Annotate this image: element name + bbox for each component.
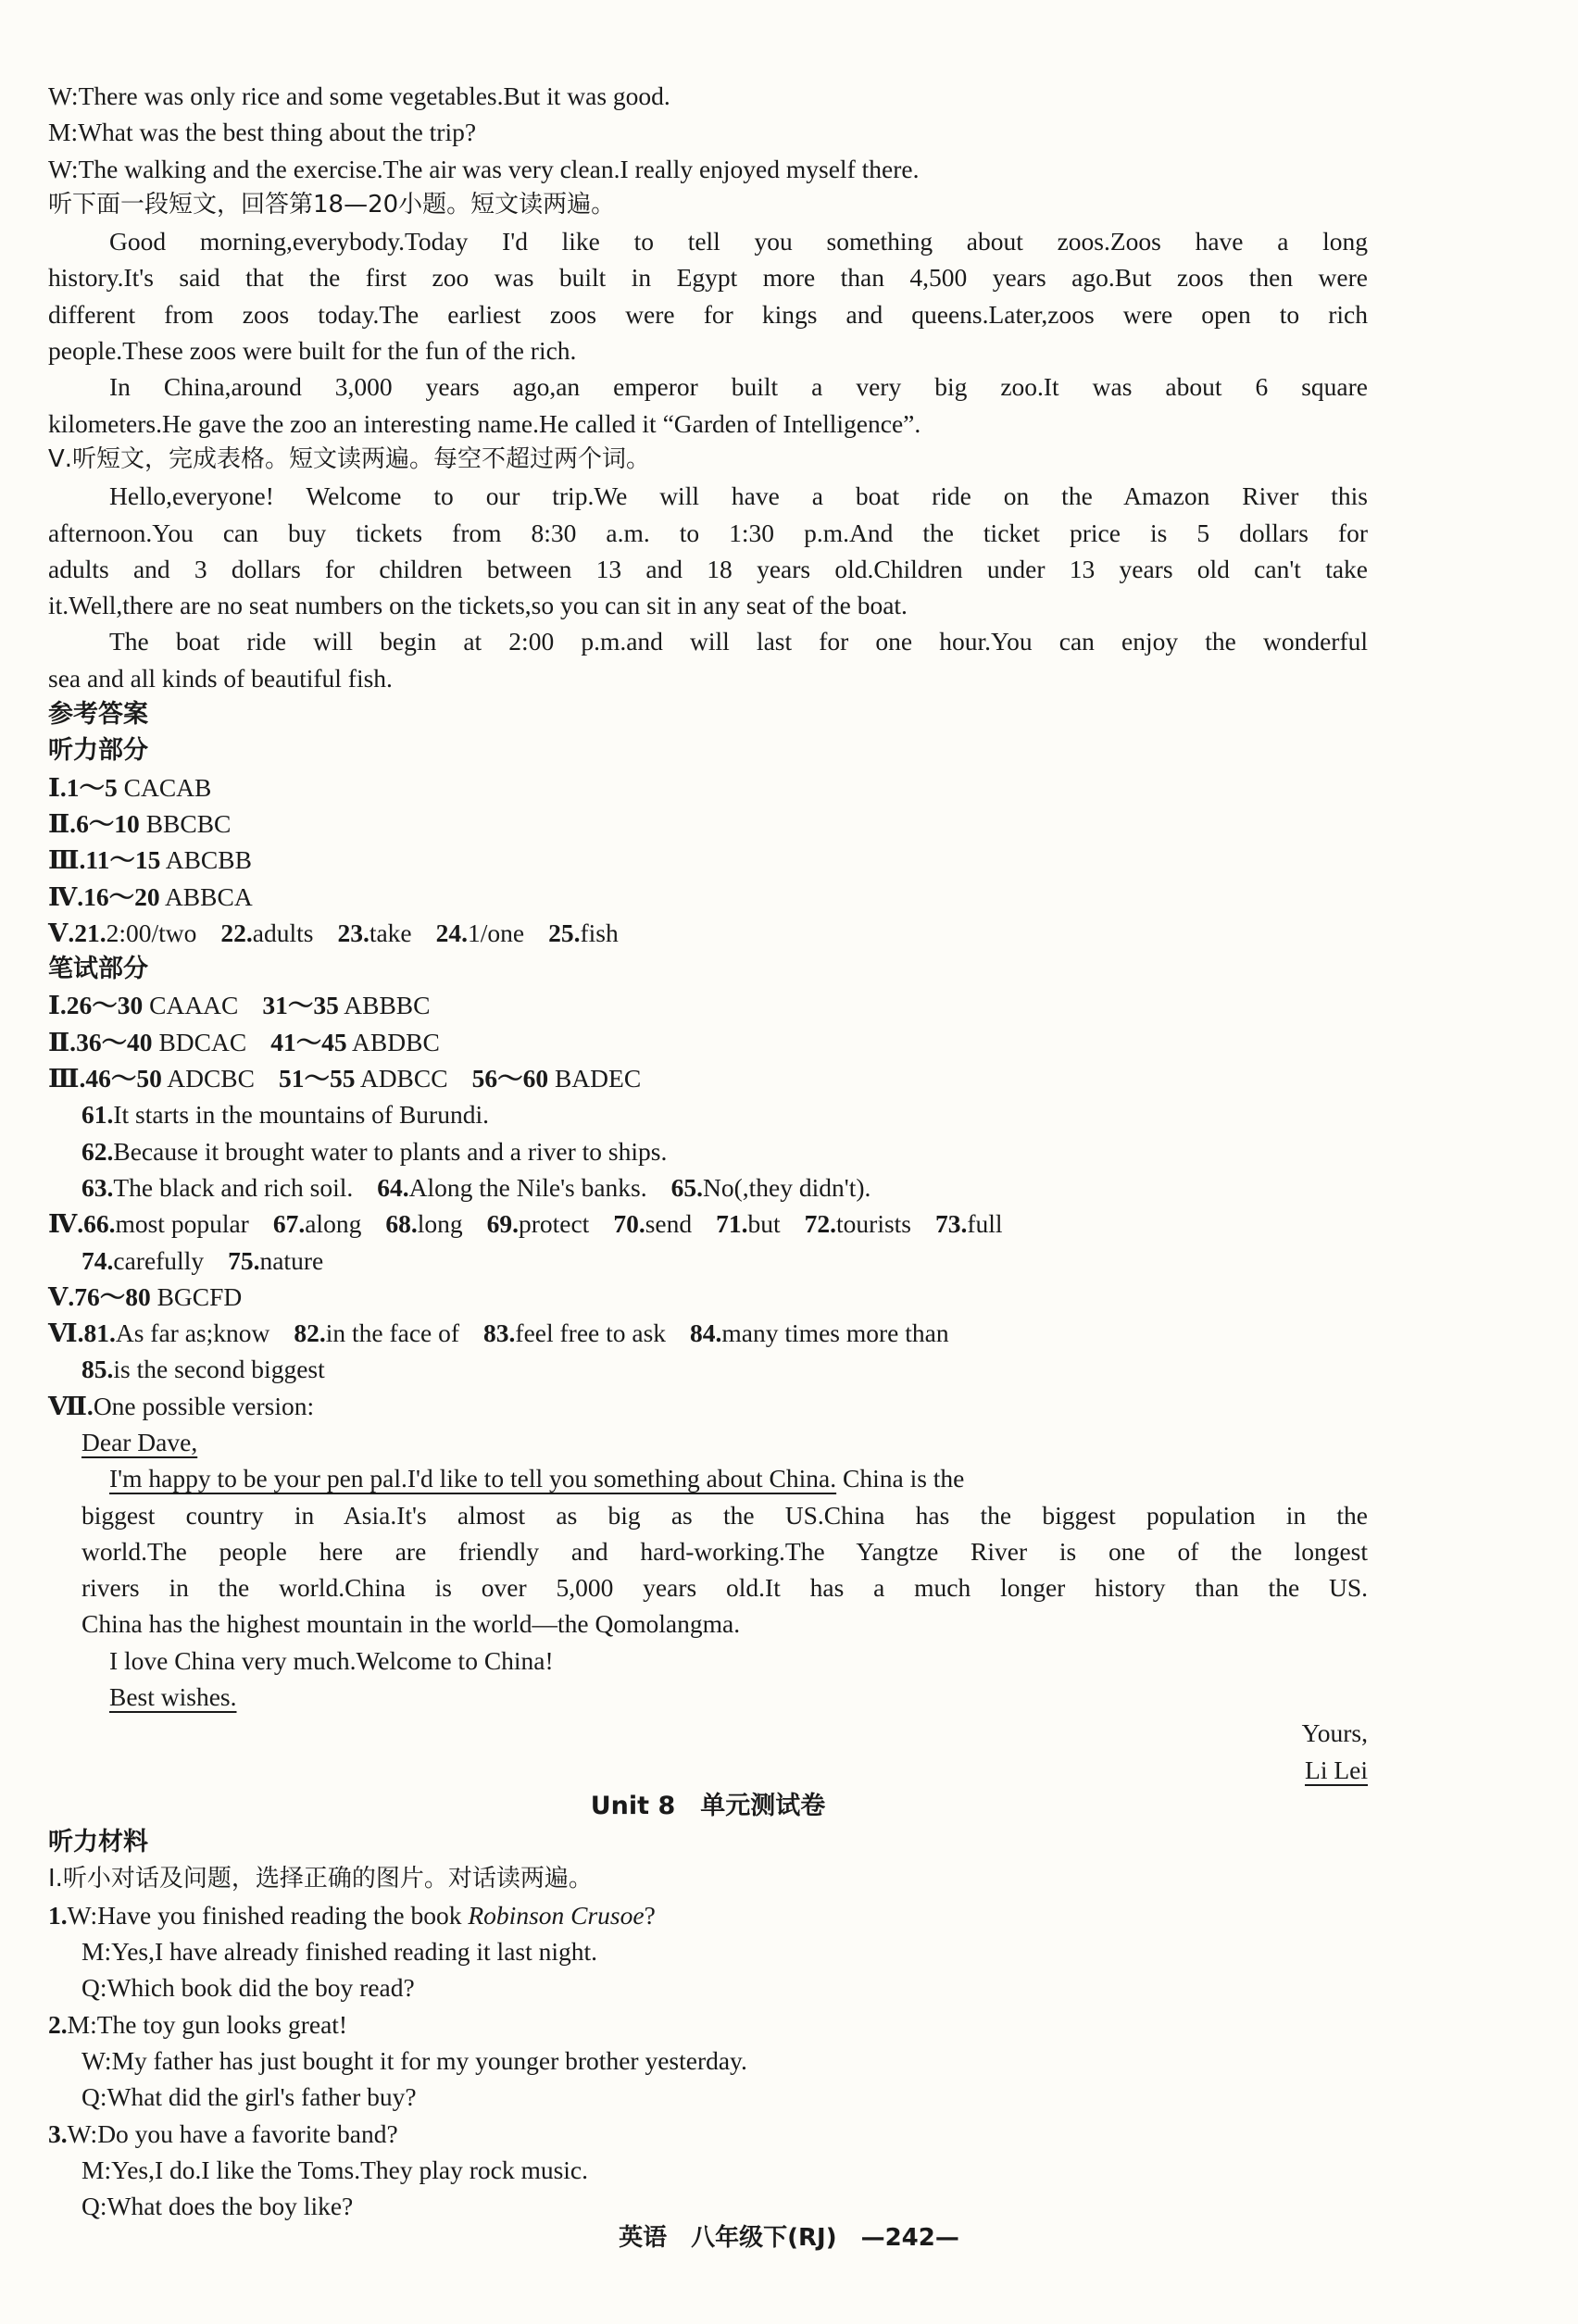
- question-number: 82.: [294, 1318, 326, 1348]
- dialogue-line: Q:What did the girl's father buy?: [81, 2082, 417, 2112]
- paragraph-line: kilometers.He gave the zoo an interesting name.He called it “Garden of Intelligence”.: [48, 408, 921, 438]
- answer-row: [48, 1351, 1368, 1387]
- section-instruction: 听下面一段短文，回答第18—20小题。短文读两遍。: [48, 190, 616, 219]
- document-body: [48, 78, 1368, 2225]
- answer-text: fish: [580, 918, 619, 947]
- answer-row: [48, 842, 1368, 878]
- letter-line: rivers in the world.China is over 5,000 years old.It has a much longer history than the US.: [81, 1573, 1368, 1603]
- question-number: 11～15: [85, 845, 161, 875]
- letter-sign-off: Yours,: [1301, 1718, 1368, 1748]
- answer-text: is the second biggest: [113, 1355, 325, 1384]
- answer-text: tourists: [836, 1209, 911, 1239]
- section-numeral: Ⅳ.: [48, 881, 84, 911]
- question-number: 66.: [83, 1209, 116, 1239]
- question-number: 64.: [377, 1172, 409, 1202]
- section-heading: 参考答案: [48, 700, 148, 730]
- answer-text: protect: [518, 1209, 590, 1239]
- question-number: 1～5: [66, 772, 118, 802]
- answer-text: take: [369, 918, 412, 947]
- question-number: 85.: [81, 1355, 114, 1384]
- question-number: 56～60: [471, 1064, 549, 1093]
- paragraph-line: afternoon.You can buy tickets from 8:30 a.m. to 1:30 p.m.And the ticket price is 5 dollars for: [48, 518, 1368, 547]
- letter-greeting: [48, 1424, 1368, 1460]
- question-line: [48, 1897, 1368, 1933]
- answer-text: As far as;know: [115, 1318, 270, 1348]
- book-title: Robinson Crusoe: [468, 1900, 645, 1930]
- question-number: 61.: [81, 1100, 114, 1130]
- answer-text: One possible version:: [93, 1391, 315, 1420]
- question-number: 74.: [81, 1245, 114, 1275]
- question-line: [48, 2006, 1368, 2043]
- question-number: 63.: [81, 1172, 114, 1202]
- question-number: 31～35: [262, 991, 339, 1020]
- section-numeral: Ⅰ.: [48, 991, 67, 1020]
- question-number: 51～55: [278, 1064, 356, 1093]
- answer-text: send: [645, 1209, 693, 1239]
- answer-row: [48, 1133, 1368, 1169]
- answer-row: [48, 915, 1368, 951]
- paragraph-line: In China,around 3,000 years ago,an emperor built a very big zoo.It was about 6 square: [109, 372, 1368, 402]
- answer-text: BDCAC: [152, 1027, 247, 1056]
- section-numeral: Ⅴ.: [48, 918, 75, 947]
- answer-row: [48, 987, 1368, 1023]
- answer-text: BGCFD: [150, 1281, 243, 1311]
- paragraph-line: different from zoos today.The earliest zoos were for kings and queens.Later,zoos were open to rich: [48, 299, 1368, 329]
- answer-text: in the face of: [325, 1318, 460, 1348]
- answer-text: The black and rich soil.: [113, 1172, 354, 1202]
- section-numeral: Ⅶ.: [48, 1391, 94, 1420]
- section-heading: 听力部分: [48, 736, 148, 766]
- question-number: 84.: [690, 1318, 722, 1348]
- question-number: 2.: [48, 2009, 68, 2039]
- question-number: 26～30: [66, 991, 144, 1020]
- answer-row: [48, 879, 1368, 915]
- section-numeral: Ⅱ.: [48, 1027, 77, 1056]
- answer-row: [48, 769, 1368, 806]
- answer-row: [48, 1206, 1368, 1242]
- page-footer: 英语 八年级下(RJ) —242—: [619, 2224, 959, 2252]
- letter-line: biggest country in Asia.It's almost as big as the US.China has the biggest population in the: [81, 1500, 1368, 1530]
- answer-row: [48, 806, 1368, 842]
- answer-text: 1/one: [468, 918, 525, 947]
- answer-text: Because it brought water to plants and a river to ships.: [113, 1136, 668, 1166]
- answer-text: Along the Nile's banks.: [408, 1172, 647, 1202]
- question-number: 25.: [548, 918, 581, 947]
- paragraph-line: Hello,everyone! Welcome to our trip.We will have a boat ride on the Amazon River this: [109, 481, 1368, 511]
- question-number: 70.: [613, 1209, 645, 1239]
- answer-row: [48, 1243, 1368, 1279]
- question-number: 23.: [337, 918, 369, 947]
- answer-row: [48, 1060, 1368, 1096]
- text-line: M:What was the best thing about the trip?: [48, 118, 477, 147]
- section-instruction: Ⅰ.听小对话及问题，选择正确的图片。对话读两遍。: [48, 1864, 593, 1893]
- question-number: 3.: [48, 2118, 68, 2148]
- answer-row: [48, 1024, 1368, 1060]
- question-number: 76～80: [74, 1281, 151, 1311]
- section-numeral: Ⅱ.: [48, 808, 77, 838]
- signature-text: Li Lei: [1305, 1755, 1368, 1784]
- section-numeral: Ⅰ.: [48, 772, 67, 802]
- question-number: 36～40: [76, 1027, 153, 1056]
- section-instruction: Ⅴ.听短文，完成表格。短文读两遍。每空不超过两个词。: [48, 444, 651, 473]
- section-numeral: Ⅲ.: [48, 845, 86, 875]
- question-number: 69.: [486, 1209, 519, 1239]
- question-number: 21.: [74, 918, 106, 947]
- letter-closing: [48, 1679, 1368, 1715]
- closing-text: Best wishes.: [109, 1682, 237, 1712]
- answer-text: No(,they didn't).: [703, 1172, 871, 1202]
- unit-title: Unit 8 单元测试卷: [590, 1791, 826, 1820]
- section-heading: 听力材料: [48, 1828, 148, 1857]
- answer-text: ABCBB: [160, 845, 252, 875]
- dialogue-line: Q:Which book did the boy read?: [81, 1973, 415, 2003]
- question-number: 81.: [83, 1318, 116, 1348]
- answer-text: ABBCA: [159, 881, 253, 911]
- paragraph-line: The boat ride will begin at 2:00 p.m.and will last for one hour.You can enjoy the wonderful: [109, 627, 1368, 656]
- question-number: 1.: [48, 1900, 68, 1930]
- section-numeral: Ⅵ.: [48, 1318, 84, 1348]
- answer-text: carefully: [113, 1245, 205, 1275]
- dialogue-line: W:My father has just bought it for my younger brother yesterday.: [81, 2046, 747, 2076]
- question-number: 62.: [81, 1136, 114, 1166]
- text-line: W:The walking and the exercise.The air was very clean.I really enjoyed myself there.: [48, 154, 920, 183]
- question-number: 46～50: [85, 1064, 162, 1093]
- answer-text: BADEC: [548, 1064, 642, 1093]
- paragraph-line: people.These zoos were built for the fun of the rich.: [48, 336, 577, 366]
- answer-text: but: [747, 1209, 781, 1239]
- question-line: [48, 2116, 1368, 2152]
- letter-signature: [48, 1752, 1368, 1788]
- underlined-sentence: I'm happy to be your pen pal.I'd like to tell you something about China.: [109, 1464, 837, 1493]
- sentence-text: China is the: [836, 1464, 965, 1493]
- letter-line: world.The people here are friendly and hard-working.The Yangtze River is one of the longest: [81, 1536, 1368, 1566]
- question-number: 71.: [716, 1209, 748, 1239]
- question-number: 41～45: [270, 1027, 347, 1056]
- letter-line: I love China very much.Welcome to China!: [109, 1645, 554, 1675]
- answer-row: [48, 1169, 1368, 1206]
- answer-text: nature: [259, 1245, 324, 1275]
- answer-text: ABDBC: [346, 1027, 440, 1056]
- dialogue-line: Q:What does the boy like?: [81, 2192, 354, 2221]
- paragraph-line: history.It's said that the first zoo was built in Egypt more than 4,500 years ago.But zoos then were: [48, 263, 1368, 293]
- answer-row: [48, 1096, 1368, 1132]
- question-number: 72.: [804, 1209, 837, 1239]
- dialogue-text: M:The toy gun looks great!: [67, 2009, 348, 2039]
- letter-line: China has the highest mountain in the world—the Qomolangma.: [81, 1609, 741, 1639]
- paragraph-line: sea and all kinds of beautiful fish.: [48, 663, 393, 693]
- answer-row: [48, 1315, 1368, 1351]
- paragraph-line: adults and 3 dollars for children between 13 and 18 years old.Children under 13 years old can't take: [48, 554, 1368, 583]
- answer-text: ABBBC: [338, 991, 431, 1020]
- dialogue-text: W:Have you finished reading the book: [67, 1900, 469, 1930]
- section-heading: 笔试部分: [48, 955, 148, 984]
- answer-row: [48, 1388, 1368, 1424]
- question-number: 67.: [272, 1209, 306, 1239]
- letter-line: [48, 1460, 1368, 1496]
- answer-text: along: [305, 1209, 362, 1239]
- text-line: W:There was only rice and some vegetables.But it was good.: [48, 81, 670, 110]
- section-numeral: Ⅴ.: [48, 1281, 75, 1311]
- answer-text: feel free to ask: [515, 1318, 667, 1348]
- question-number: 16～20: [83, 881, 160, 911]
- question-number: 24.: [435, 918, 469, 947]
- answer-text: most popular: [115, 1209, 249, 1239]
- answer-row: [48, 1279, 1368, 1315]
- section-numeral: Ⅲ.: [48, 1064, 86, 1093]
- question-number: 68.: [385, 1209, 418, 1239]
- answer-text: CAAAC: [143, 991, 239, 1020]
- paragraph-line: Good morning,everybody.Today I'd like to tell you something about zoos.Zoos have a long: [109, 227, 1368, 256]
- answer-text: long: [417, 1209, 463, 1239]
- dialogue-text: ?: [644, 1900, 656, 1930]
- answer-text: It starts in the mountains of Burundi.: [113, 1100, 489, 1130]
- answer-text: ADBCC: [355, 1064, 448, 1093]
- answer-text: ADCBC: [161, 1064, 255, 1093]
- question-number: 83.: [483, 1318, 516, 1348]
- answer-text: CACAB: [117, 772, 212, 802]
- answer-text: adults: [252, 918, 314, 947]
- answer-text: full: [967, 1209, 1003, 1239]
- greeting-text: Dear Dave,: [81, 1427, 198, 1456]
- dialogue-line: M:Yes,I have already finished reading it last night.: [81, 1937, 598, 1967]
- dialogue-line: M:Yes,I do.I like the Toms.They play rock music.: [81, 2155, 589, 2184]
- question-number: 73.: [935, 1209, 968, 1239]
- dialogue-text: W:Do you have a favorite band?: [67, 2118, 398, 2148]
- question-number: 75.: [228, 1245, 260, 1275]
- paragraph-line: it.Well,there are no seat numbers on the tickets,so you can sit in any seat of the boat.: [48, 591, 908, 620]
- answer-text: BBCBC: [139, 808, 232, 838]
- section-numeral: Ⅳ.: [48, 1209, 84, 1239]
- question-number: 65.: [670, 1172, 704, 1202]
- answer-text: many times more than: [721, 1318, 949, 1348]
- answer-text: 2:00/two: [106, 918, 197, 947]
- question-number: 6～10: [76, 808, 140, 838]
- question-number: 22.: [220, 918, 253, 947]
